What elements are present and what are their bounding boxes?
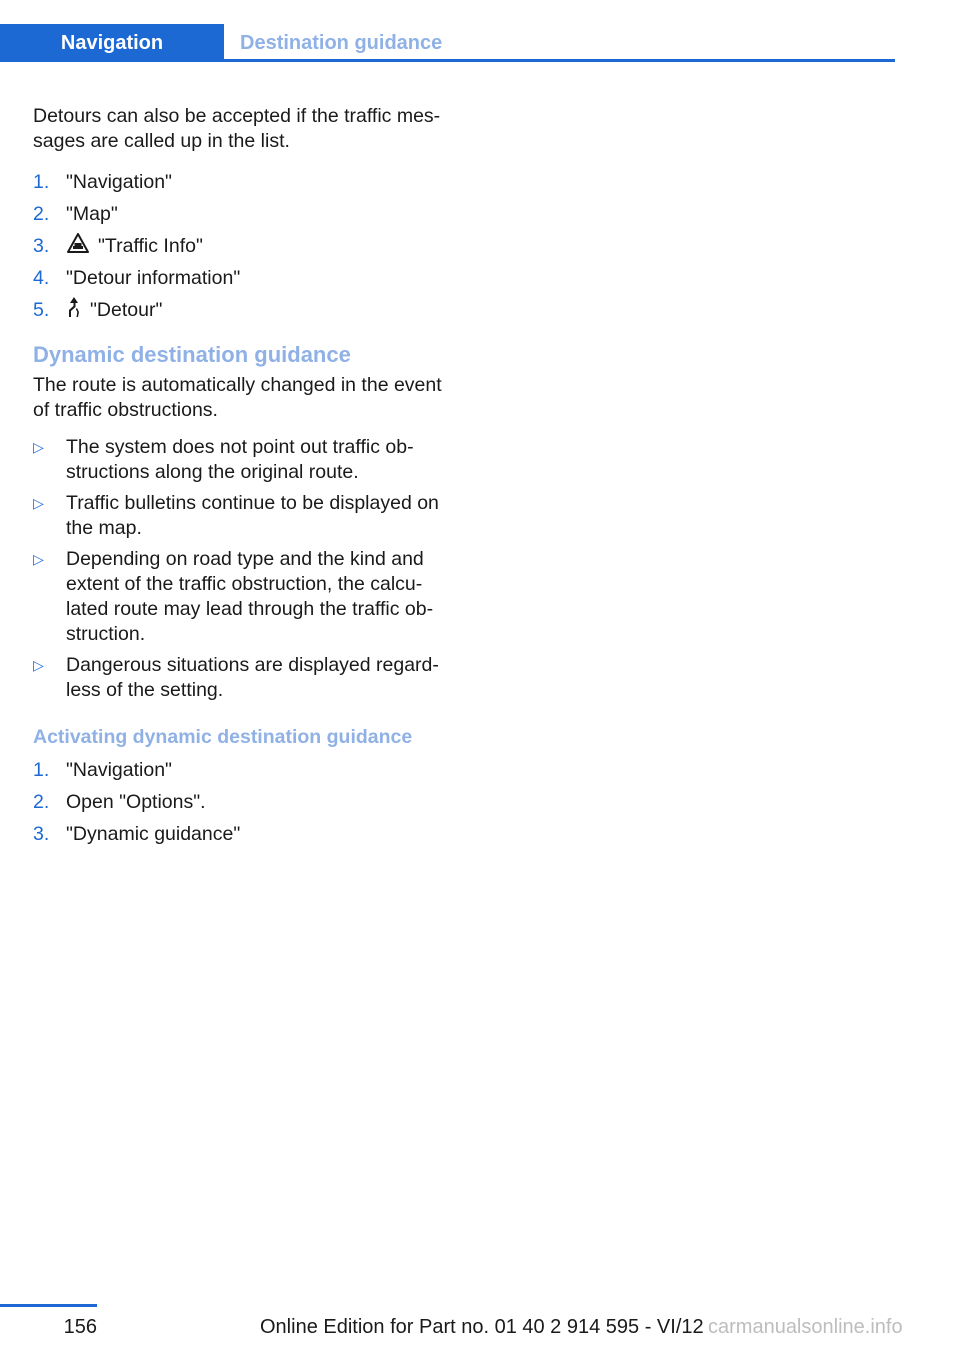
traffic-warning-icon — [66, 232, 90, 261]
list-item — [33, 547, 453, 647]
step-number: 2. — [33, 202, 50, 225]
step-number: 5. — [33, 298, 50, 321]
tab-destination-guidance[interactable]: Destination guidance — [240, 31, 443, 54]
bullet-text: The system does not point out traffic ob‐structions along the original route. — [66, 436, 414, 483]
bullet-text: Dangerous situations are displayed regard‐less of the setting. — [66, 654, 439, 701]
step-number: 3. — [33, 822, 50, 845]
list-item — [33, 491, 453, 541]
triangle-bullet-icon: ▷ — [33, 657, 44, 673]
list-item — [33, 294, 453, 326]
step-text: "Map" — [66, 202, 118, 225]
list-item — [33, 230, 453, 262]
step-number: 1. — [33, 758, 50, 781]
watermark: carmanualsonline.info — [708, 1316, 903, 1338]
triangle-bullet-icon: ▷ — [33, 439, 44, 455]
list-item — [33, 198, 453, 230]
section-body: The route is automatically changed in the event of traffic obstructions. — [33, 374, 442, 421]
step-number: 2. — [33, 790, 50, 813]
subsection-title: Activating dynamic destination guidance — [33, 726, 413, 748]
list-item — [33, 262, 453, 294]
activation-steps-list — [33, 754, 453, 850]
page-header — [0, 24, 895, 62]
tab-navigation[interactable]: Navigation — [0, 24, 224, 62]
step-number: 1. — [33, 170, 50, 193]
list-item — [33, 166, 453, 198]
step-number: 4. — [33, 266, 50, 289]
section-title: Dynamic destination guidance — [33, 342, 351, 367]
step-text: "Dynamic guidance" — [66, 822, 241, 845]
step-text: "Detour information" — [66, 266, 241, 289]
step-text: Open "Options". — [66, 790, 206, 813]
header-rule — [224, 59, 895, 62]
step-text: "Navigation" — [66, 170, 172, 193]
step-text: "Detour" — [90, 298, 163, 321]
step-number: 3. — [33, 234, 50, 257]
footer-rule — [0, 1304, 97, 1307]
main-content — [33, 104, 453, 850]
list-item — [33, 786, 453, 818]
bullet-list — [33, 435, 453, 703]
list-item — [33, 818, 453, 850]
step-text: "Navigation" — [66, 758, 172, 781]
triangle-bullet-icon: ▷ — [33, 495, 44, 511]
step-text: "Traffic Info" — [98, 234, 203, 257]
list-item — [33, 653, 453, 703]
detour-steps-list — [33, 166, 453, 326]
bullet-text: Depending on road type and the kind and extent of the traffic obstruction, the calcu‐lated route may lead through the traffic ob‐struction. — [66, 548, 434, 645]
bullet-text: Traffic bulletins continue to be displayed on the map. — [66, 492, 439, 539]
intro-paragraph: Detours can also be accepted if the traffic mes‐sages are called up in the list. — [33, 105, 441, 152]
list-item — [33, 754, 453, 786]
detour-arrow-icon — [66, 295, 82, 326]
triangle-bullet-icon: ▷ — [33, 551, 44, 567]
page-number: 156 — [63, 1316, 97, 1338]
edition-info: Online Edition for Part no. 01 40 2 914 595 - VI/12 — [260, 1316, 704, 1338]
list-item — [33, 435, 453, 485]
